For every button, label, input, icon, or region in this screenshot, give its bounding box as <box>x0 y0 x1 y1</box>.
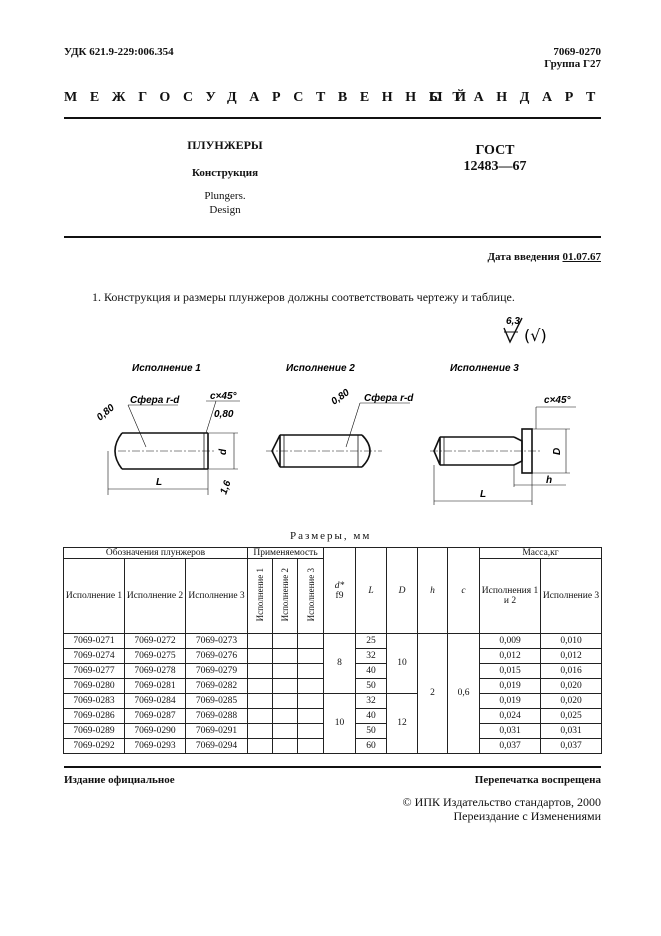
cell-L: 40 <box>356 664 387 679</box>
cell-d: 8 <box>324 634 356 694</box>
cell-app-2 <box>273 709 298 724</box>
cell-version-3: 7069-0294 <box>186 739 248 754</box>
cell-app-1 <box>248 724 273 739</box>
cell-app-2 <box>273 679 298 694</box>
header-designations: Обозначения плунжеров <box>64 548 248 559</box>
cell-app-3 <box>298 634 324 649</box>
cell-app-1 <box>248 649 273 664</box>
copyright: © ИПК Издательство стандартов, 2000 <box>402 795 601 809</box>
cell-mass-3: 0,037 <box>541 739 602 754</box>
gost-number: 12483—67 <box>463 159 527 174</box>
cell-L: 50 <box>356 724 387 739</box>
cell-mass-12: 0,019 <box>480 694 541 709</box>
surface-finish-mark <box>500 312 570 352</box>
cell-c: 0,6 <box>448 634 480 754</box>
sphere-v2: Сфера r-d <box>364 393 414 404</box>
cell-version-1: 7069-0292 <box>64 739 125 754</box>
english-title-line2: Design <box>209 204 241 216</box>
cell-version-3: 7069-0276 <box>186 649 248 664</box>
header-d: d* f9 <box>324 548 356 634</box>
label-version-1: Исполнение 1 <box>132 363 201 374</box>
reprint-prohibited: Перепечатка воспрещена <box>474 774 601 786</box>
cell-version-1: 7069-0277 <box>64 664 125 679</box>
cell-version-3: 7069-0282 <box>186 679 248 694</box>
intro-date <box>487 251 601 263</box>
cell-app-3 <box>298 694 324 709</box>
banner-word-standard: СТАНДАРТ <box>429 90 608 105</box>
official-edition: Издание официальное <box>64 774 175 786</box>
udk-code: УДК 621.9-229:006.354 <box>64 46 174 58</box>
cell-app-2 <box>273 634 298 649</box>
header-version-3: Исполнение 3 <box>186 559 248 634</box>
cell-version-2: 7069-0293 <box>125 739 186 754</box>
cell-D: 10 <box>387 634 418 694</box>
cell-mass-3: 0,020 <box>541 694 602 709</box>
footer-divider <box>64 766 601 768</box>
cell-L: 32 <box>356 649 387 664</box>
table-row <box>64 634 602 649</box>
copyright-block <box>403 795 601 823</box>
roughness-v2: 0,80 <box>329 387 352 408</box>
sphere-v1: Сфера r-d <box>130 395 180 406</box>
cell-version-2: 7069-0287 <box>125 709 186 724</box>
cell-mass-12: 0,031 <box>480 724 541 739</box>
cell-h: 2 <box>418 634 448 754</box>
dim-L-v1: L <box>156 477 163 488</box>
drawing-version-1 <box>95 363 240 496</box>
roughness-2-v1: 0,80 <box>214 409 234 420</box>
dim-L-v3: L <box>480 489 487 500</box>
title-block <box>150 138 300 217</box>
cell-app-3 <box>298 709 324 724</box>
dim-h-v3: h <box>546 475 553 486</box>
cell-d: 10 <box>324 694 356 754</box>
dim-d-v1: d <box>218 448 229 455</box>
top-divider <box>64 117 601 119</box>
cell-app-1 <box>248 634 273 649</box>
cell-app-1 <box>248 679 273 694</box>
cell-L: 25 <box>356 634 387 649</box>
cell-version-1: 7069-0280 <box>64 679 125 694</box>
cell-app-1 <box>248 664 273 679</box>
document-title: ПЛУНЖЕРЫ <box>187 138 263 152</box>
cell-app-2 <box>273 739 298 754</box>
title-divider <box>64 236 601 238</box>
label-version-3: Исполнение 3 <box>450 363 519 374</box>
cell-mass-3: 0,012 <box>541 649 602 664</box>
drawing-version-2 <box>266 363 414 467</box>
cell-mass-12: 0,024 <box>480 709 541 724</box>
cell-mass-3: 0,025 <box>541 709 602 724</box>
standard-code: 7069-0270 <box>553 46 601 58</box>
intro-date-label: Дата введения <box>487 251 560 263</box>
gost-number-block <box>440 143 550 175</box>
header-mass-3: Исполнение 3 <box>541 559 602 634</box>
header-h: h <box>418 548 448 634</box>
cell-app-3 <box>298 724 324 739</box>
drawing-version-3 <box>430 363 576 505</box>
header-D: D <box>387 548 418 634</box>
cell-version-2: 7069-0278 <box>125 664 186 679</box>
cell-version-2: 7069-0272 <box>125 634 186 649</box>
banner-word-interstate: МЕЖГОСУДАРСТВЕННЫЙ <box>64 90 479 105</box>
cell-L: 40 <box>356 709 387 724</box>
header-L: L <box>356 548 387 634</box>
table-row <box>64 694 602 709</box>
cell-app-3 <box>298 679 324 694</box>
header-app-version-3: Исполнение 3 <box>298 559 324 634</box>
cell-app-1 <box>248 739 273 754</box>
header-app-version-2: Исполнение 2 <box>273 559 298 634</box>
clause-1: 1. Конструкция и размеры плунжеров должны соответствовать чертежу и таблице. <box>92 290 515 304</box>
cell-app-2 <box>273 694 298 709</box>
cell-app-3 <box>298 664 324 679</box>
english-title-line1: Plungers. <box>204 190 246 202</box>
header-app-version-1: Исполнение 1 <box>248 559 273 634</box>
chamfer-v1: c×45° <box>210 391 237 402</box>
english-title <box>150 189 300 217</box>
cell-version-2: 7069-0275 <box>125 649 186 664</box>
cell-version-1: 7069-0286 <box>64 709 125 724</box>
gost-label: ГОСТ <box>475 143 515 158</box>
standard-code-block <box>544 46 601 70</box>
cell-mass-3: 0,020 <box>541 679 602 694</box>
cell-version-2: 7069-0281 <box>125 679 186 694</box>
cell-version-1: 7069-0289 <box>64 724 125 739</box>
cell-app-1 <box>248 709 273 724</box>
cell-app-1 <box>248 694 273 709</box>
cell-mass-12: 0,037 <box>480 739 541 754</box>
cell-mass-3: 0,010 <box>541 634 602 649</box>
roughness-3-v1: 1,6 <box>218 479 234 497</box>
cell-version-2: 7069-0284 <box>125 694 186 709</box>
cell-version-1: 7069-0274 <box>64 649 125 664</box>
cell-mass-3: 0,031 <box>541 724 602 739</box>
roughness-1-v1: 0,80 <box>94 402 117 424</box>
cell-version-2: 7069-0290 <box>125 724 186 739</box>
dim-D-v3: D <box>552 447 563 455</box>
header-version-2: Исполнение 2 <box>125 559 186 634</box>
cell-version-3: 7069-0285 <box>186 694 248 709</box>
plunger-drawings <box>90 355 610 515</box>
cell-mass-12: 0,019 <box>480 679 541 694</box>
cell-app-3 <box>298 739 324 754</box>
reissue-note: Переиздание с Изменениями <box>453 809 601 823</box>
header-mass-12: Исполнения 1 и 2 <box>480 559 541 634</box>
header-applicability: Применяемость <box>248 548 324 559</box>
header-version-1: Исполнение 1 <box>64 559 125 634</box>
document-subtitle: Конструкция <box>191 167 259 179</box>
header-c: c <box>448 548 480 634</box>
cell-version-3: 7069-0273 <box>186 634 248 649</box>
cell-mass-3: 0,016 <box>541 664 602 679</box>
group-code: Группа Г27 <box>544 58 601 70</box>
cell-mass-12: 0,012 <box>480 649 541 664</box>
cell-app-2 <box>273 724 298 739</box>
cell-mass-12: 0,015 <box>480 664 541 679</box>
cell-L: 50 <box>356 679 387 694</box>
cell-version-1: 7069-0271 <box>64 634 125 649</box>
finish-value: 6,3 <box>506 316 520 327</box>
label-version-2: Исполнение 2 <box>286 363 355 374</box>
cell-version-3: 7069-0291 <box>186 724 248 739</box>
cell-app-2 <box>273 664 298 679</box>
intro-date-value: 01.07.67 <box>562 251 601 263</box>
cell-version-1: 7069-0283 <box>64 694 125 709</box>
cell-version-3: 7069-0279 <box>186 664 248 679</box>
table-caption: Размеры, мм <box>290 530 372 542</box>
chamfer-v3: c×45° <box>544 395 571 406</box>
cell-version-3: 7069-0288 <box>186 709 248 724</box>
cell-L: 60 <box>356 739 387 754</box>
cell-L: 32 <box>356 694 387 709</box>
cell-mass-12: 0,009 <box>480 634 541 649</box>
finish-paren: (√) <box>524 326 547 345</box>
cell-app-3 <box>298 649 324 664</box>
dimensions-table <box>63 547 602 754</box>
cell-D: 12 <box>387 694 418 754</box>
header-mass: Масса,кг <box>480 548 602 559</box>
cell-app-2 <box>273 649 298 664</box>
